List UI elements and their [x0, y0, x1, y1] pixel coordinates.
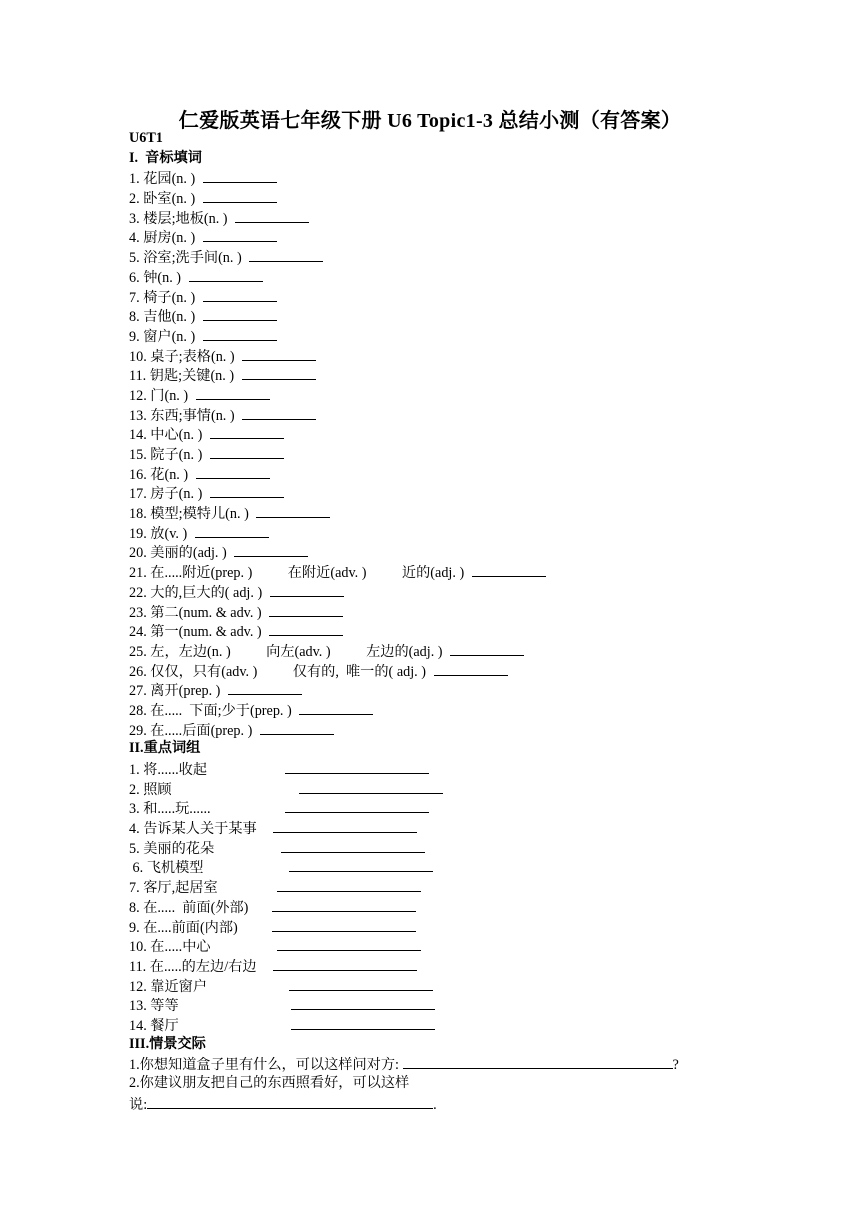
phonetic-item-label: 10. 桌子;表格(n. ): [129, 348, 239, 365]
answer-blank[interactable]: [272, 897, 416, 912]
phonetic-item: [129, 542, 749, 562]
phonetic-item-label: 15. 院子(n. ): [129, 447, 206, 463]
answer-blank[interactable]: [299, 779, 443, 794]
phrase-item-label: 4. 告诉某人关于某事: [129, 821, 257, 838]
phonetic-item-label: 28. 在..... 下面;少于(prep. ): [129, 702, 296, 719]
answer-blank[interactable]: [210, 444, 284, 459]
phonetic-item-label: 14. 中心(n. ): [129, 427, 206, 444]
answer-blank[interactable]: [277, 936, 421, 951]
answer-blank[interactable]: [203, 306, 277, 321]
dialogue-question-1-text: 1.你想知道盒子里有什么，可以这样问对方:: [129, 1057, 403, 1074]
answer-blank[interactable]: [270, 582, 344, 597]
phonetic-item-label: 25. 左，左边(n. ) 向左(adv. ) 左边的(adj. ): [129, 643, 447, 660]
phonetic-item: [129, 365, 749, 385]
phonetic-item: [129, 602, 749, 622]
phonetic-item: [129, 424, 749, 444]
phrase-item-label: 1. 将......收起: [129, 762, 208, 778]
dialogue-question-1-end: ?: [672, 1057, 679, 1074]
answer-blank[interactable]: [272, 917, 416, 932]
phrase-item-label: 3. 和.....玩......: [129, 801, 211, 818]
phrase-item-label: 8. 在..... 前面(外部): [129, 899, 249, 916]
phonetic-item-label: 16. 花(n. ): [129, 466, 192, 483]
phonetic-item-label: 8. 吉他(n. ): [129, 309, 199, 326]
phrase-item-label: 13. 等等: [129, 998, 179, 1015]
phonetic-item-label: 24. 第一(num. & adv. ): [129, 624, 266, 641]
answer-blank[interactable]: [273, 818, 417, 833]
phonetic-item-label: 18. 模型;模特儿(n. ): [129, 506, 253, 523]
answer-blank[interactable]: [242, 365, 316, 380]
section-heading-dialogue: III.情景交际: [129, 1035, 206, 1052]
answer-blank[interactable]: [235, 208, 309, 223]
answer-blank[interactable]: [281, 838, 425, 853]
page-title: 仁爱版英语七年级下册 U6 Topic1-3 总结小测（有答案）: [178, 110, 682, 132]
answer-blank[interactable]: [242, 405, 316, 420]
phrase-item-label: 7. 客厅,起居室: [129, 880, 218, 897]
unit-heading: U6T1: [129, 130, 163, 146]
answer-blank[interactable]: [195, 523, 269, 538]
phrase-item-label: 14. 餐厅: [129, 1017, 179, 1034]
phrase-item: [129, 976, 749, 996]
phonetic-item: [129, 523, 749, 543]
answer-blank[interactable]: [203, 287, 277, 302]
phonetic-item: [129, 267, 749, 287]
answer-blank[interactable]: [277, 877, 421, 892]
answer-blank[interactable]: [291, 995, 435, 1010]
phonetic-item: [129, 346, 749, 366]
phrase-item: [129, 1015, 749, 1035]
phrase-item: [129, 759, 749, 779]
phonetic-item: [129, 444, 749, 464]
answer-blank[interactable]: [228, 680, 302, 695]
phonetic-item: [129, 326, 749, 346]
answer-blank[interactable]: [234, 542, 308, 557]
phrase-item-label: 12. 靠近窗户: [129, 978, 208, 995]
phonetic-item: [129, 700, 749, 720]
answer-blank[interactable]: [196, 464, 270, 479]
section-heading-phonetics: I. 音标填词: [129, 149, 202, 166]
answer-blank[interactable]: [269, 621, 343, 636]
phonetic-item-label: 7. 椅子(n. ): [129, 289, 199, 306]
dialogue-question-2: 2.你建议朋友把自己的东西照看好，可以这样: [129, 1075, 410, 1091]
phrase-list: [129, 759, 749, 1035]
answer-blank[interactable]: [203, 326, 277, 341]
dialogue-question-2-cont: [129, 1094, 749, 1114]
phonetic-item-label: 20. 美丽的(adj. ): [129, 545, 231, 562]
answer-blank[interactable]: [256, 503, 330, 518]
phonetic-item: [129, 405, 749, 425]
phonetic-item: [129, 227, 749, 247]
answer-blank[interactable]: [203, 188, 277, 203]
phonetic-item-label: 3. 楼层;地板(n. ): [129, 210, 232, 227]
phonetic-item: [129, 306, 749, 326]
phonetic-item-label: 19. 放(v. ): [129, 525, 191, 542]
phrase-item: [129, 818, 749, 838]
phrase-item-label: 2. 照顾: [129, 781, 172, 798]
worksheet-body: [129, 129, 749, 1113]
answer-blank[interactable]: [289, 976, 433, 991]
phonetic-item: [129, 247, 749, 267]
phonetic-item-label: 1. 花园(n. ): [129, 171, 199, 188]
phonetic-item: [129, 661, 749, 681]
phonetic-item: [129, 503, 749, 523]
phonetic-item-label: 4. 厨房(n. ): [129, 230, 199, 247]
phonetic-item: [129, 287, 749, 307]
phonetic-item: [129, 680, 749, 700]
phrase-item-label: 5. 美丽的花朵: [129, 840, 215, 857]
phonetic-item-label: 12. 门(n. ): [129, 387, 192, 404]
phonetic-item: [129, 641, 749, 661]
phonetic-item: [129, 168, 749, 188]
answer-blank[interactable]: [285, 798, 429, 813]
answer-blank[interactable]: [260, 720, 334, 735]
phonetic-item: [129, 621, 749, 641]
phrase-item: [129, 917, 749, 937]
phrase-item: [129, 956, 749, 976]
phrase-item: [129, 838, 749, 858]
answer-blank[interactable]: [203, 168, 277, 183]
phrase-item: [129, 779, 749, 799]
phrase-item: [129, 936, 749, 956]
phonetic-item-label: 29. 在.....后面(prep. ): [129, 722, 256, 739]
phonetic-item-label: 27. 离开(prep. ): [129, 683, 224, 700]
phrase-item-label: 9. 在....前面(内部): [129, 919, 238, 936]
phonetic-item: [129, 483, 749, 503]
answer-blank[interactable]: [203, 227, 277, 242]
phonetic-item: [129, 720, 749, 740]
dialogue-question-1: [129, 1054, 749, 1074]
phrase-item-label: 10. 在.....中心: [129, 939, 211, 956]
phonetic-item-label: 22. 大的,巨大的( adj. ): [129, 584, 266, 601]
phonetic-item-label: 2. 卧室(n. ): [129, 191, 199, 208]
phonetic-item: [129, 464, 749, 484]
phonetic-item-label: 23. 第二(num. & adv. ): [129, 604, 266, 621]
phonetic-item: [129, 562, 749, 582]
answer-blank[interactable]: [242, 346, 316, 361]
answer-blank[interactable]: [249, 247, 323, 262]
answer-blank[interactable]: [450, 641, 524, 656]
dialogue-question-2-label: 说:: [129, 1096, 148, 1113]
answer-blank[interactable]: [210, 424, 284, 439]
phonetic-item: [129, 208, 749, 228]
phonetic-fill-list: [129, 168, 749, 739]
answer-blank[interactable]: [147, 1094, 433, 1109]
answer-blank[interactable]: [299, 700, 373, 715]
answer-blank[interactable]: [472, 562, 546, 577]
phonetic-item-label: 26. 仅仅，只有(adv. ) 仅有的, 唯一的( adj. ): [129, 663, 430, 680]
phonetic-item-label: 6. 钟(n. ): [129, 269, 185, 286]
answer-blank[interactable]: [285, 759, 429, 774]
answer-blank[interactable]: [403, 1054, 673, 1069]
phonetic-item-label: 21. 在.....附近(prep. ) 在附近(adv. ) 近的(adj. ): [129, 565, 468, 582]
phonetic-item-label: 11. 钥匙;关键(n. ): [129, 368, 238, 385]
section-heading-phrases: II.重点词组: [129, 740, 201, 757]
phrase-item: [129, 995, 749, 1015]
answer-blank[interactable]: [291, 1015, 435, 1030]
answer-blank[interactable]: [434, 661, 508, 676]
answer-blank[interactable]: [189, 267, 263, 282]
phrase-item: [129, 877, 749, 897]
phrase-item: [129, 897, 749, 917]
phonetic-item: [129, 582, 749, 602]
phrase-item: [129, 857, 749, 877]
phrase-item-label: 11. 在.....的左边/右边: [129, 958, 257, 975]
answer-blank[interactable]: [289, 857, 433, 872]
phrase-item: [129, 798, 749, 818]
phrase-item-label: 6. 飞机模型: [129, 860, 204, 877]
phonetic-item: [129, 188, 749, 208]
phonetic-item-label: 9. 窗户(n. ): [129, 328, 199, 345]
answer-blank[interactable]: [196, 385, 270, 400]
phonetic-item: [129, 385, 749, 405]
answer-blank[interactable]: [273, 956, 417, 971]
phonetic-item-label: 13. 东西;事情(n. ): [129, 407, 239, 424]
answer-blank[interactable]: [210, 483, 284, 498]
phonetic-item-label: 17. 房子(n. ): [129, 486, 206, 503]
answer-blank[interactable]: [269, 602, 343, 617]
phonetic-item-label: 5. 浴室;洗手间(n. ): [129, 250, 246, 267]
dialogue-question-2-end: .: [433, 1096, 437, 1113]
